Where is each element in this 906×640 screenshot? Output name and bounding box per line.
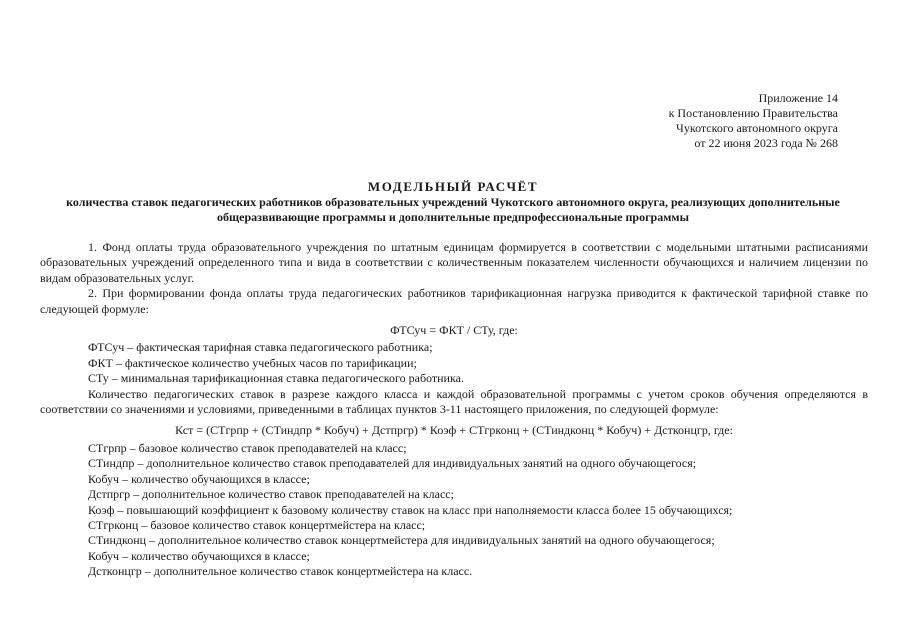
definition-stindpr: СТиндпр – дополнительное количество ставок преподавателей для индивидуальных занятий на одного обучающегося; (88, 456, 697, 471)
appendix-region: Чукотского автономного округа (676, 121, 838, 135)
document-body (40, 240, 868, 580)
paragraph-2: 2. При формировании фонда оплаты труда педагогических работников тарификационная нагрузка приводится к фактической тарифной ставке по следующей формуле: (40, 286, 868, 316)
definition-dstkoncgr: Дстконцгр – дополнительное количество ставок концертмейстера на класс. (88, 564, 473, 579)
appendix-date: от 22 июня 2023 года № 268 (694, 136, 838, 150)
definition-kobuch: Кобуч – количество обучающихся в классе; (88, 471, 310, 486)
definition-kobuch-2: Кобуч – количество обучающихся в классе; (88, 548, 310, 563)
paragraph-1: 1. Фонд оплаты труда образовательного учреждения по штатным единицам формируется в соответствии с модельными штатными расписаниями образовательных учреждений определенного типа и вида в соответствии с количественным показателем численности обучающихся и наличием лицензии по видам образовательных услуг. (40, 240, 868, 285)
appendix-number: Приложение 14 (758, 91, 838, 105)
formula-tariff-rate: ФТСуч = ФКТ / СТу, где: (390, 323, 518, 338)
definition-ftsuch: ФТСуч – фактическая тарифная ставка педагогического работника; (88, 340, 433, 355)
definition-koef: Коэф – повышающий коэффициент к базовому количеству ставок на класс при наполняемости класса более 15 обучающихся; (88, 502, 733, 517)
appendix-resolution: к Постановлению Правительства (668, 106, 838, 120)
document-title: МОДЕЛЬНЫЙ РАСЧЁТ (367, 179, 539, 194)
paragraph-3: Количество педагогических ставок в разрезе каждого класса и каждой образовательной программы с учетом сроков обучения определяются в соответствии со значениями и условиями, приведенными в таблицах пунктов 3-11 настоящего приложения, по следующей формуле: (40, 386, 868, 417)
formula-rate-count: Кст = (СТгрпр + (СТиндпр * Кобуч) + Дстпргр) * Коэф + СТгрконц + (СТиндконц * Кобуч) + Дстконцгр, где: (175, 423, 733, 438)
definition-stindkonc: СТиндконц – дополнительное количество ставок концертмейстера для индивидуальных занятий на одного обучающегося; (88, 533, 715, 548)
definition-stgrpr: СТгрпр – базовое количество ставок преподавателей на класс; (88, 440, 407, 455)
definition-fkt: ФКТ – фактическое количество учебных часов по тарификации; (88, 355, 417, 370)
definition-dstprgr: Дстпргр – дополнительное количество ставок преподавателей на класс; (88, 487, 454, 502)
definition-stu: СТу – минимальная тарификационная ставка педагогического работника. (88, 371, 464, 386)
document-subtitle: количества ставок педагогических работников образовательных учреждений Чукотского автономного округа, реализующих дополнительные общеразвивающие программы и дополнительные предпрофессиональные программы (66, 195, 840, 224)
definition-stgrkonc: СТгрконц – базовое количество ставок концертмейстера на класс; (88, 517, 426, 532)
appendix-header (600, 91, 838, 151)
